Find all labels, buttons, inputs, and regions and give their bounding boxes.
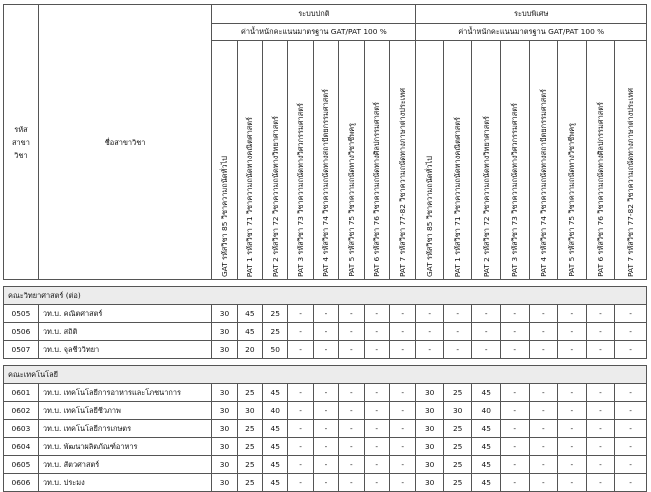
- special-weight-cell: -: [615, 305, 647, 323]
- table-row: [4, 402, 647, 420]
- normal-weight-cell: -: [389, 384, 415, 402]
- special-weight-cell: 30: [416, 456, 443, 474]
- special-weight-cell: -: [558, 456, 587, 474]
- special-weight-cell: -: [529, 323, 558, 341]
- special-subject-label: PAT 3 รหัสวิชา 73 วิชาความถนัดทางวิศวกรรมศาสตร์: [510, 103, 520, 277]
- program-name: วท.บ. คณิตศาสตร์: [38, 305, 211, 323]
- special-weight-cell: -: [586, 305, 615, 323]
- special-subject-header-2: [443, 41, 472, 280]
- special-weight-cell: -: [500, 474, 529, 492]
- normal-weight-cell: -: [339, 438, 364, 456]
- program-code: 0601: [4, 384, 39, 402]
- special-weight-cell: 25: [443, 384, 472, 402]
- table-row: [4, 341, 647, 359]
- normal-weight-cell: -: [389, 474, 415, 492]
- normal-weight-cell: -: [313, 341, 338, 359]
- code-column-header: [4, 5, 39, 280]
- special-weight-cell: 30: [416, 438, 443, 456]
- normal-weight-cell: -: [364, 456, 389, 474]
- special-subject-label: PAT 2 รหัสวิชา 72 วิชาความถนัดทางวิทยาศาสตร์: [481, 115, 491, 277]
- special-weight-cell: 30: [416, 420, 443, 438]
- normal-subject-header-3: [263, 41, 288, 280]
- normal-weight-cell: -: [389, 438, 415, 456]
- program-name: วท.บ. สถิติ: [38, 323, 211, 341]
- special-weight-cell: -: [586, 402, 615, 420]
- special-weight-cell: 25: [443, 456, 472, 474]
- special-subject-header-6: [558, 41, 587, 280]
- name-column-header: ชื่อสาขาวิชา: [38, 5, 211, 280]
- special-weight-cell: -: [615, 420, 647, 438]
- special-subject-header-8: [615, 41, 647, 280]
- normal-weight-cell: 45: [237, 305, 262, 323]
- normal-weight-cell: -: [389, 341, 415, 359]
- normal-subject-header-2: [237, 41, 262, 280]
- normal-weight-cell: 25: [237, 420, 262, 438]
- special-subject-label: PAT 6 รหัสวิชา 76 วิชาความถนัดทางศิลปกรรมศาสตร์: [595, 102, 605, 277]
- special-weight-cell: 30: [443, 402, 472, 420]
- normal-weight-cell: -: [339, 456, 364, 474]
- special-weight-cell: -: [615, 402, 647, 420]
- program-name: วท.บ. ประมง: [38, 474, 211, 492]
- normal-subject-label: PAT 2 รหัสวิชา 72 วิชาความถนัดทางวิทยาศาสตร์: [270, 115, 280, 277]
- special-weight-cell: -: [529, 305, 558, 323]
- program-code: 0505: [4, 305, 39, 323]
- normal-weight-cell: -: [339, 305, 364, 323]
- special-weight-cell: -: [472, 323, 501, 341]
- special-weight-cell: -: [586, 384, 615, 402]
- special-weight-cell: -: [500, 456, 529, 474]
- special-weight-cell: -: [615, 438, 647, 456]
- normal-subject-label: PAT 6 รหัสวิชา 76 วิชาความถนัดทางศิลปกรรมศาสตร์: [372, 102, 382, 277]
- special-weight-cell: -: [443, 323, 472, 341]
- special-weight-cell: 45: [472, 384, 501, 402]
- table-row: [4, 438, 647, 456]
- normal-weight-cell: 30: [212, 456, 237, 474]
- normal-weight-cell: 50: [263, 341, 288, 359]
- special-weight-cell: -: [586, 420, 615, 438]
- special-weight-cell: -: [529, 384, 558, 402]
- special-weight-cell: -: [558, 323, 587, 341]
- section-title: คณะวิทยาศาสตร์ (ต่อ): [4, 287, 647, 305]
- normal-weight-cell: 25: [237, 474, 262, 492]
- normal-weight-cell: -: [288, 384, 313, 402]
- normal-weight-cell: -: [313, 456, 338, 474]
- section-title: คณะเทคโนโลยี: [4, 366, 647, 384]
- normal-weight-cell: -: [288, 402, 313, 420]
- program-code: 0603: [4, 420, 39, 438]
- normal-weight-cell: -: [313, 305, 338, 323]
- normal-subject-header-8: [389, 41, 415, 280]
- normal-weight-cell: -: [389, 305, 415, 323]
- special-weight-cell: -: [586, 323, 615, 341]
- normal-weight-cell: 30: [212, 474, 237, 492]
- normal-weight-cell: -: [288, 305, 313, 323]
- normal-weight-cell: -: [364, 474, 389, 492]
- normal-weight-cell: 20: [237, 341, 262, 359]
- special-weight-cell: -: [529, 438, 558, 456]
- program-name: วท.บ. พัฒนาผลิตภัณฑ์อาหาร: [38, 438, 211, 456]
- normal-system-header: ระบบปกติ: [212, 5, 416, 24]
- table-row: [4, 420, 647, 438]
- normal-weight-cell: -: [288, 474, 313, 492]
- normal-weight-cell: 45: [237, 323, 262, 341]
- normal-weight-cell: -: [389, 323, 415, 341]
- normal-weight-cell: -: [339, 341, 364, 359]
- special-weight-cell: -: [615, 323, 647, 341]
- special-weight-cell: -: [586, 456, 615, 474]
- normal-weight-cell: 45: [263, 474, 288, 492]
- special-weight-cell: -: [586, 474, 615, 492]
- normal-weight-cell: -: [313, 438, 338, 456]
- normal-weight-cell: 45: [263, 384, 288, 402]
- special-weight-cell: -: [558, 305, 587, 323]
- program-name: วท.บ. จุลชีววิทยา: [38, 341, 211, 359]
- normal-subject-header-6: [339, 41, 364, 280]
- code-label-line-2: สาขา: [12, 137, 30, 147]
- special-weight-cell: -: [416, 341, 443, 359]
- special-weight-cell: -: [472, 341, 501, 359]
- normal-subject-label: PAT 7 รหัสวิชา 77-82 วิชาความถนัดทางภาษาต่างประเทศ: [398, 88, 408, 277]
- special-subject-header-4: [500, 41, 529, 280]
- normal-subject-header-4: [288, 41, 313, 280]
- table-row: [4, 384, 647, 402]
- normal-weight-cell: 30: [212, 323, 237, 341]
- program-name: วท.บ. สัตวศาสตร์: [38, 456, 211, 474]
- special-weight-cell: -: [472, 305, 501, 323]
- special-weight-cell: -: [615, 384, 647, 402]
- normal-weight-cell: -: [288, 456, 313, 474]
- special-weight-cell: 30: [416, 402, 443, 420]
- special-subject-label: PAT 4 รหัสวิชา 74 วิชาความถนัดทางสถาปัตยกรรมศาสตร์: [538, 89, 548, 277]
- normal-weight-cell: 40: [263, 402, 288, 420]
- normal-subject-label: PAT 5 รหัสวิชา 75 วิชาความถนัดทางวิชาชีพครู: [346, 123, 356, 277]
- program-code: 0606: [4, 474, 39, 492]
- normal-weight-cell: -: [313, 474, 338, 492]
- normal-weight-cell: -: [288, 323, 313, 341]
- special-weight-cell: 45: [472, 474, 501, 492]
- program-name: วท.บ. เทคโนโลยีชีวภาพ: [38, 402, 211, 420]
- special-weight-cell: 30: [416, 474, 443, 492]
- special-weight-cell: -: [615, 456, 647, 474]
- table-row: [4, 456, 647, 474]
- normal-weight-cell: -: [364, 341, 389, 359]
- program-name: วท.บ. เทคโนโลยีการเกษตร: [38, 420, 211, 438]
- special-weight-cell: -: [558, 438, 587, 456]
- normal-weight-cell: 30: [212, 305, 237, 323]
- table-row: [4, 323, 647, 341]
- special-subject-label: PAT 7 รหัสวิชา 77-82 วิชาความถนัดทางภาษาต่างประเทศ: [626, 88, 636, 277]
- special-weight-cell: 25: [443, 420, 472, 438]
- normal-weight-cell: -: [364, 438, 389, 456]
- normal-weight-cell: 25: [263, 323, 288, 341]
- special-weight-cell: -: [500, 402, 529, 420]
- normal-weight-cell: 30: [212, 420, 237, 438]
- normal-weight-cell: -: [389, 456, 415, 474]
- normal-weight-cell: 45: [263, 420, 288, 438]
- special-weight-cell: -: [558, 474, 587, 492]
- normal-weight-cell: -: [389, 402, 415, 420]
- normal-weight-cell: 45: [263, 438, 288, 456]
- code-label-line-1: รหัส: [14, 124, 28, 134]
- normal-weight-cell: 30: [212, 384, 237, 402]
- normal-weight-cell: 25: [263, 305, 288, 323]
- special-weight-cell: -: [416, 323, 443, 341]
- special-subject-header-3: [472, 41, 501, 280]
- special-system-header: ระบบพิเศษ: [416, 5, 647, 24]
- special-weight-cell: -: [443, 341, 472, 359]
- normal-weight-cell: -: [313, 323, 338, 341]
- normal-weight-cell: -: [339, 474, 364, 492]
- special-subject-header-5: [529, 41, 558, 280]
- normal-weight-cell: 25: [237, 456, 262, 474]
- program-name: วท.บ. เทคโนโลยีการอาหารและโภชนาการ: [38, 384, 211, 402]
- normal-weight-cell: -: [364, 323, 389, 341]
- normal-weight-cell: -: [339, 420, 364, 438]
- normal-weight-cell: -: [364, 305, 389, 323]
- special-weight-cell: -: [615, 474, 647, 492]
- normal-subject-header-1: [212, 41, 237, 280]
- special-weight-cell: -: [500, 305, 529, 323]
- normal-weight-cell: 25: [237, 384, 262, 402]
- special-subject-header-1: [416, 41, 443, 280]
- normal-subject-label: PAT 4 รหัสวิชา 74 วิชาความถนัดทางสถาปัตยกรรมศาสตร์: [321, 89, 331, 277]
- special-weight-cell: -: [558, 420, 587, 438]
- special-subject-label: GAT รหัสวิชา 85 วิชาความถนัดทั่วไป: [425, 155, 435, 277]
- normal-weight-cell: -: [364, 420, 389, 438]
- normal-subject-header-7: [364, 41, 389, 280]
- program-code: 0602: [4, 402, 39, 420]
- special-subject-label: PAT 1 รหัสวิชา 71 วิชาความถนัดทางคณิตศาสตร์: [453, 116, 463, 277]
- normal-weight-cell: -: [339, 402, 364, 420]
- special-weight-cell: -: [529, 456, 558, 474]
- special-weight-cell: 45: [472, 438, 501, 456]
- special-weight-cell: -: [500, 384, 529, 402]
- special-weight-cell: -: [500, 341, 529, 359]
- normal-subject-label: GAT รหัสวิชา 85 วิชาความถนัดทั่วไป: [219, 155, 229, 277]
- special-weight-cell: -: [416, 305, 443, 323]
- special-weight-cell: 25: [443, 474, 472, 492]
- normal-weight-cell: -: [339, 384, 364, 402]
- normal-weight-cell: -: [288, 341, 313, 359]
- special-weight-cell: 45: [472, 420, 501, 438]
- normal-weight-cell: 30: [237, 402, 262, 420]
- program-code: 0605: [4, 456, 39, 474]
- special-weight-cell: 30: [416, 384, 443, 402]
- normal-weight-cell: -: [339, 323, 364, 341]
- special-weight-cell: -: [558, 384, 587, 402]
- special-weight-cell: -: [615, 341, 647, 359]
- special-weight-cell: -: [586, 438, 615, 456]
- program-code: 0507: [4, 341, 39, 359]
- normal-subject-label: PAT 3 รหัสวิชา 73 วิชาความถนัดทางวิศวกรรมศาสตร์: [296, 103, 306, 277]
- special-weight-cell: -: [500, 323, 529, 341]
- special-weight-cell: -: [529, 474, 558, 492]
- normal-subject-label: PAT 1 รหัสวิชา 71 วิชาความถนัดทางคณิตศาสตร์: [245, 116, 255, 277]
- special-weight-cell: -: [558, 341, 587, 359]
- program-code: 0506: [4, 323, 39, 341]
- normal-weight-cell: -: [313, 402, 338, 420]
- program-code: 0604: [4, 438, 39, 456]
- special-subject-label: PAT 5 รหัสวิชา 75 วิชาความถนัดทางวิชาชีพครู: [567, 123, 577, 277]
- special-weight-cell: -: [529, 420, 558, 438]
- special-weight-cell: 40: [472, 402, 501, 420]
- table-row: [4, 305, 647, 323]
- normal-weight-cell: 45: [263, 456, 288, 474]
- special-weight-header: ค่าน้ำหนักคะแนนมาตรฐาน GAT/PAT 100 %: [416, 24, 647, 41]
- special-weight-cell: -: [529, 341, 558, 359]
- normal-weight-cell: -: [364, 384, 389, 402]
- score-weight-table: [3, 4, 647, 492]
- normal-weight-cell: 25: [237, 438, 262, 456]
- special-weight-cell: 25: [443, 438, 472, 456]
- special-weight-cell: -: [500, 420, 529, 438]
- special-weight-cell: -: [558, 402, 587, 420]
- normal-weight-cell: -: [313, 420, 338, 438]
- normal-weight-cell: 30: [212, 402, 237, 420]
- special-weight-cell: -: [443, 305, 472, 323]
- normal-weight-cell: 30: [212, 341, 237, 359]
- normal-weight-header: ค่าน้ำหนักคะแนนมาตรฐาน GAT/PAT 100 %: [212, 24, 416, 41]
- normal-weight-cell: -: [288, 438, 313, 456]
- normal-weight-cell: -: [364, 402, 389, 420]
- special-weight-cell: -: [500, 438, 529, 456]
- normal-weight-cell: -: [389, 420, 415, 438]
- normal-weight-cell: -: [288, 420, 313, 438]
- special-weight-cell: -: [586, 341, 615, 359]
- code-label-line-3: วิชา: [14, 150, 28, 160]
- table-row: [4, 474, 647, 492]
- normal-subject-header-5: [313, 41, 338, 280]
- special-weight-cell: 45: [472, 456, 501, 474]
- normal-weight-cell: -: [313, 384, 338, 402]
- normal-weight-cell: 30: [212, 438, 237, 456]
- special-weight-cell: -: [529, 402, 558, 420]
- special-subject-header-7: [586, 41, 615, 280]
